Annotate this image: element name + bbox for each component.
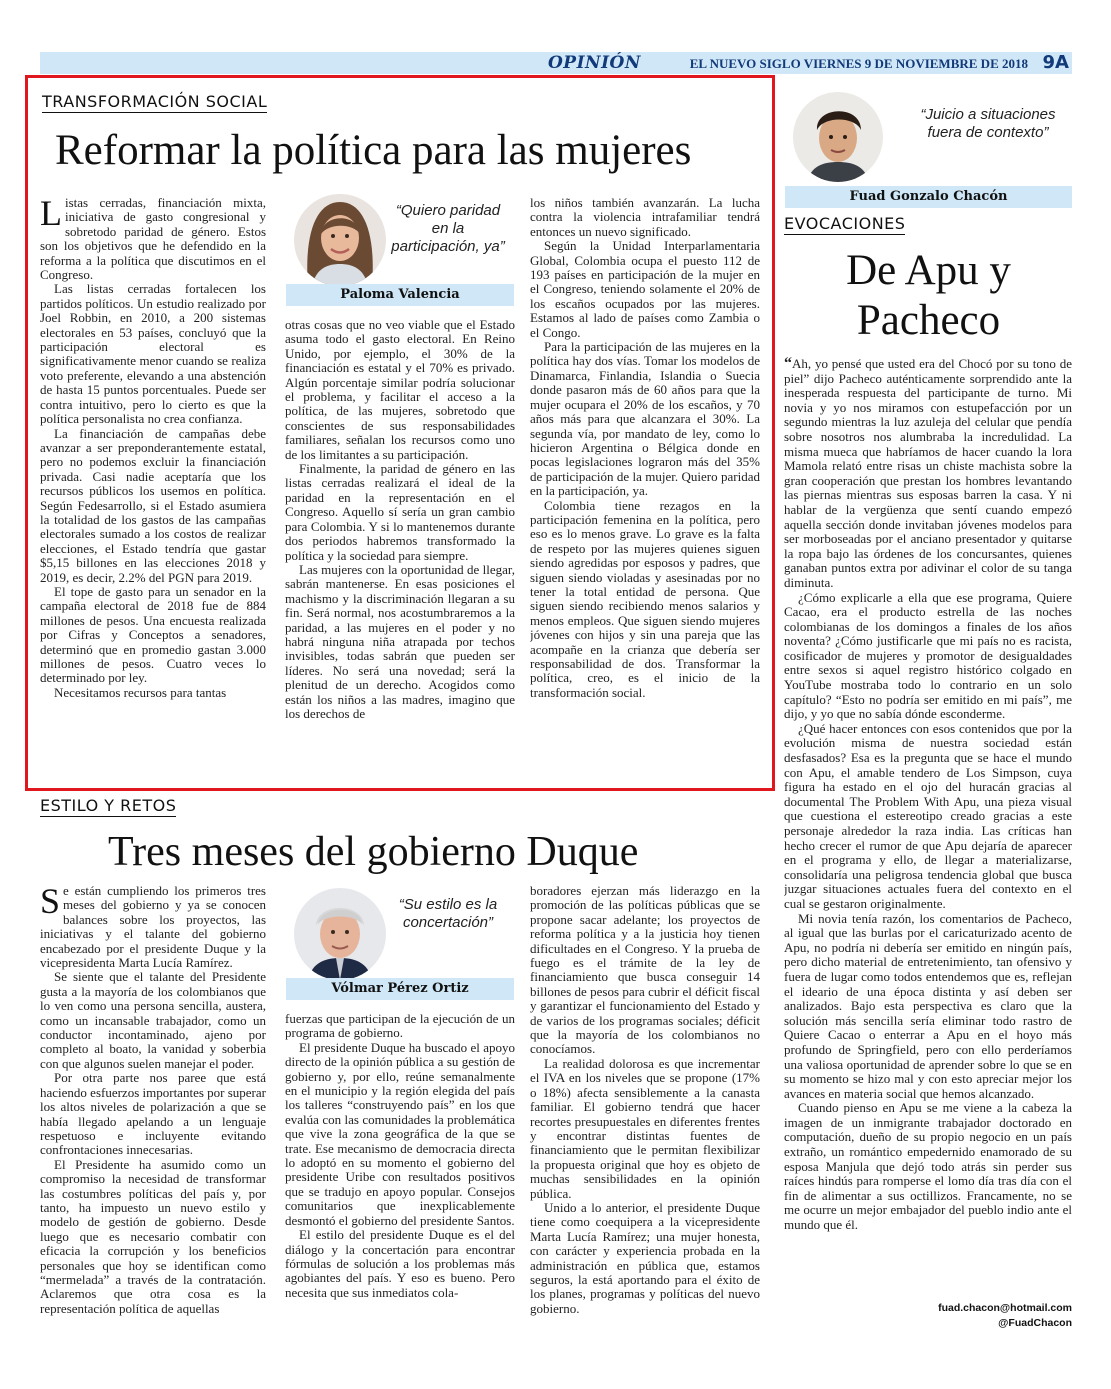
article1-column-1	[40, 196, 266, 778]
article1-column-3	[530, 196, 760, 778]
article1-col1-para: Listas cerradas, financiación mixta, iniciativa de gasto congresional y sobretodo paridad de género. Estos son los objetivos que he defendido en la reforma a la política que discutimos en el Congreso.	[40, 196, 266, 283]
article2-col1-para: Se siente que el talante del Presidente gusta a la mayoría de los colombianos que lo ven como una persona sencilla, austera, como un incansable trabajador, como un conductor incontaminado, ajeno por completo al boato, la vanidad y soberbia con que algunos suelen manejar el poder.	[40, 969, 266, 1071]
article2-col1-para: Por otra parte nos paree que está haciendo esfuerzos importantes por superar los altos niveles de polarización a que se había llegado apelando a un lenguaje respetuoso e incluyente evitando confrontaciones innecesarias.	[40, 1070, 266, 1158]
pull-quote-paloma: “Quiero paridad en la participación, ya”	[391, 202, 505, 255]
sidebar-column	[784, 357, 1072, 1307]
article1-col1-para: El tope de gasto para un senador en la campaña electoral de 2018 fue de 884 millones de pesos. Una encuesta realizada por Cifras y Conceptos a senadores, determinó que en promedio gastan 3.000 millones de pesos. Cuatro veces lo determinado por ley.	[40, 583, 266, 686]
author-twitter[interactable]: @FuadChacon	[998, 1317, 1072, 1329]
pull-quote-fuad: “Juicio a situaciones fuera de contexto”	[920, 106, 1056, 141]
sidebar-para: Mi novia tenía razón, los comentarios de Pacheco, al igual que las burlas por el caricaturizado acento de Apu, no podría ni debería ser emitido en ningún país, pero dicho material de entretenimiento, tan ofensivo y fuera de lugar como todos entendemos que es, reflejan el ideario de una época distinta y así deben ser analizados. Bajo esta perspectiva es claro que la solución más sencilla sería eliminar todo rastro de Quiere Cacao o enterrar a Apu en el hoyo más profundo de Springfield, pero con ello perderíamos una valiosa oportunidad de aprender sobre lo que se en su momento se hizo mal y con esto apreciar mejor los avances en materia social que hemos alcanzado.	[784, 910, 1072, 1101]
article1-col3-para: Para la participación de las mujeres en la política hay dos vías. Tomar los modelos de Dinamarca, Finlandia, Islandia o Suecia donde pasaron más de 60 años para que la mujer ocupara el 20% de los escaños, y 70 años más para que alcanzara el 30%. La segunda vía, por mandato de ley, como lo hicieron Argentina o Bélgica donde en pocas legislaciones lograron más del 35% de participación de la mujer. Quiero paridad en la participación, ya.	[530, 339, 760, 499]
article1-col2-para: Las mujeres con la oportunidad de llegar, sabrán mantenerse. En esas posiciones el machismo y la discriminación llegaran a su fin. Será normal, nos acostumbraremos a la paridad, a las mujeres en el poder y no habrá ninguna niña atrapada por techos invisibles, todas sabrán que pueden ser líderes. No será una novedad; será la plenitud de un derecho. Acogidos como están los niños a las madres, imagino que los derechos de	[285, 561, 515, 721]
sidebar-kicker: EVOCACIONES	[784, 214, 906, 233]
page-number: 9A	[1042, 52, 1069, 73]
article1-col3-para: Colombia tiene rezagos en la participación femenina en la política, pero eso es lo menos grave. Lo grave es la falta de respeto por las mujeres quienes siguen siendo agredidas por esposos y padres, que siguen siendo violadas y asesinadas por no tener la total entidad de persona. Que siguen siendo recibiendo menos salarios y menos empleos. Que siguen siendo mujeres jóvenes con hijos y sin una pareja que las acompañe en la crianza que debería ser responsabilidad de dos. Transformar la política, creo, es el inicio de la transformación social.	[530, 497, 760, 700]
pull-quote-volmar: “Su estilo es la concertación”	[398, 896, 498, 931]
article2-col2-para: El presidente Duque ha buscado el apoyo directo de la opinión pública a su gestión de gobierno y, por ello, reúne semanalmente en el municipio y la región elegida del país los talleres “construyendo país” en los que evalúa con las comunidades la problemática que vive la zona geográfica de la que se trate. Ese mecanismo de democracia directa lo adoptó en su momento el gobierno del presidente Uribe con resultados positivos que se tradujo en apoyo popular. Consejos comunitarios que inexplicablemente desmontó el gobierno del presidente Santos.	[285, 1039, 515, 1228]
section-name: OPINIÓN	[548, 53, 641, 73]
author-photo-paloma	[294, 194, 386, 286]
author-email[interactable]: fuad.chacon@hotmail.com	[938, 1302, 1072, 1314]
article1-headline: Reformar la política para las mujeres	[55, 127, 692, 174]
article1-col3-para: los niños también avanzarán. La lucha contra la violencia intrafamiliar tendrá entonces un nuevo significado.	[530, 196, 760, 239]
article2-column-1	[40, 884, 266, 1354]
article1-col1-para: Necesitamos recursos para tantas	[54, 684, 227, 700]
article2-col2-para: fuerzas que participan de la ejecución de un programa de gobierno.	[285, 1012, 515, 1041]
article1-col2-para: Finalmente, la paridad de género en las listas cerradas realizará el ideal de la paridad en la representación en el Congreso. Aquello sí sería un gran cambio para Colombia. Y si lo mantenemos durante dos periodos habremos transformado la política y la sociedad para siempre.	[285, 461, 515, 563]
sidebar-para: Cuando pienso en Apu se me viene a la cabeza la imagen de un inmigrante trabajador doctorado en computación, dueño de su propio negocio en un país extraño, un romántico empedernido enamorado de su esposa Manjula que dejó todo atrás sin perder sus raíces hindús para romperse el lomo día tras día con el fin de alimentar a sus octillizos. Francamente, no se me ocurre un mejor embajador del pueblo indio ante el mundo que él.	[784, 1100, 1072, 1233]
article2-dropcap: S	[40, 884, 61, 921]
sidebar-para: ¿Qué hacer entonces con esos contenidos que por la evolución misma de nuestra sociedad están desfasados? Esa es la pregunta que se hace el mundo con Apu, el amable tendero de Los Simpson, cuya figura ha estado en el ojo del huracán gracias al documental The Problem With Apu, una pieza visual que cuestiona el estereotipo creado gracias a este personaje alrededor la raza india. Las críticas han hecho crecer el rumor de que Apu dejaría de aparecer en el programa y ello, de llegar a materializarse, consolidaría una peligrosa tendencia global que busca juzgar situaciones actuales fuera del contexto en el cual se gestaron originalmente.	[784, 720, 1072, 911]
author-photo-fuad	[793, 92, 883, 182]
article1-col2-para: otras cosas que no veo viable que el Estado asuma todo el gasto electoral. En Reino Unido, por ejemplo, el 30% de la financiación es estatal y el 70% es privado. Algún porcentaje similar podría solucionar el problema, y facilitar el acceso a la política, de las mujeres, sobretodo que conscientes de sus responsabilidades familiares, señalan los recursos como uno de los limitantes a su participación.	[285, 318, 515, 462]
author-name-volmar: Vólmar Pérez Ortiz	[286, 978, 514, 1000]
article1-dropcap: L	[40, 196, 62, 233]
article2-col3-para: boradores ejerzan más liderazgo en la promoción de las políticas públicas que se propone sacar adelante; los proyectos de reforma política y a la justicia hoy tienen dificultades en el Congreso. Y la prueba de fuego es el trámite de la ley de financiamiento que busca conseguir 14 billones de pesos para cubrir el déficit fiscal y garantizar el funcionamiento del Estado y de varios de los programas sociales; déficit que la mayoría de los colombianos no conocíamos.	[530, 884, 760, 1057]
page-header	[40, 52, 1072, 74]
article2-col3-para: Unido a lo anterior, el presidente Duque tiene como coequipera a la vicepresidente Marta Lucía Ramírez; una mujer honesta, con carácter y experiencia probada en la administración en pública que, estamos seguros, la está aportando para el éxito de los planes, programas y políticas del nuevo gobierno.	[530, 1199, 760, 1316]
article2-column-2	[285, 1012, 515, 1354]
article2-col1-para: Se están cumpliendo los primeros tres meses del gobierno y ya se conocen balances sobre los proyectos, las iniciativas y el talante del gobierno encabezado por el presidente Duque y la vicepresidenta Marta Lucía Ramírez.	[40, 884, 266, 971]
sidebar-headline: De Apu y Pacheco	[846, 247, 1011, 344]
open-quote-mark: “	[784, 357, 792, 372]
newspaper-date: EL NUEVO SIGLO VIERNES 9 DE NOVIEMBRE DE 2018	[689, 56, 1028, 71]
author-photo-volmar	[294, 888, 386, 980]
sidebar-para: “Ah, yo pensé que usted era del Chocó por su tono de piel” dijo Pacheco auténticamente sorprendido ante la inesperada respuesta del participante de turno. Mi novia y yo nos miramos con estupefacción por un segundo mientras la luz azuleja del celular que pendía sobre nosotros nos alumbraba la incredulidad. La misma mueca que habríamos de hacer cuando la lora Mamola relató entre risas un chiste machista sobre la gran cooperación que prestan los hombres levantando las piernas mientras sus esposas barren la casa. Y ni hablar de la vergüenza que sentí cuando empezó aquella sección donde invitaban jóvenes modelos para ser morboseadas por el anciano presentador y quitarse la ropa bajo las órdenes de los concursantes, quienes ganaban puntos extra por adivinar el color de su tanga diminuta.	[784, 357, 1072, 590]
article1-kicker: TRANSFORMACIÓN SOCIAL	[42, 92, 268, 111]
author-box-fuad	[785, 92, 1072, 204]
author-name-fuad: Fuad Gonzalo Chacón	[785, 186, 1072, 208]
article1-col1-para: Las listas cerradas fortalecen los partidos políticos. Un estudio realizado por Joel Robbin, en 2010, a 200 sistemas electorales en 53 países, concluyó que la participación electoral es significativamente menor cuando se realiza voto preferente, elevando a una abstención de hasta 15 puntos porcentuales. Puede ser contra intuitivo, pero lo cierto es que la política personalista no crea confianza.	[40, 281, 266, 427]
article2-column-3	[530, 884, 760, 1354]
author-name-paloma: Paloma Valencia	[286, 284, 514, 306]
author-box-volmar	[286, 886, 514, 1000]
article2-headline: Tres meses del gobierno Duque	[108, 829, 639, 875]
article1-column-2	[285, 318, 515, 778]
article2-col1-para: El Presidente ha asumido como un compromiso la necesidad de transformar las costumbres políticas del país y, por tanto, ha impuesto un nuevo estilo y modelo de gestión de gobierno. Desde luego que es necesario combatir con eficacia la corrupción y los beneficios personales que hoy se identifican como “mermelada” a través de la contratación. Aclaremos que otra cosa es la representación política de aquellas	[40, 1156, 266, 1316]
article2-col3-para: La realidad dolorosa es que incrementar el IVA en los niveles que se propone (17% o 18%) afecta sensiblemente a la canasta familiar. El gobierno tendrá que hacer recortes presupuestales en diferentes frentes y encontrar distintas fuentes de financiamiento que le permitan flexibilizar la propuesta original que hoy es objeto de muchas sensibilidades en la opinión pública.	[530, 1055, 760, 1201]
article1-col3-para: Según la Unidad Interparlamentaria Global, Colombia ocupa el puesto 112 de 193 países en participación de la mujer en el Congreso, teniendo solamente el 20% de los escaños ocupados por las mujeres. Estamos al lado de países como Zambia o el Congo.	[530, 238, 760, 340]
sidebar-para: ¿Cómo explicarle a ella que ese programa, Quiere Cacao, era el producto estrella de las noches colombianas de los domingos a finales de los años noventa? ¿Cómo justificarle que mi país no es racista, cosificador de mujeres y promotor de desigualdades entre sexos si aquel registro histórico colgado en YouTube mostraba todo lo contrario en un solo capítulo? “Esto no podría ser emitido en mi país”, me dijo, y yo que no sabía dónde esconderme.	[784, 589, 1072, 722]
author-box-paloma	[286, 192, 514, 306]
article2-kicker: ESTILO Y RETOS	[40, 796, 177, 815]
article1-col1-para: La financiación de campañas debe avanzar a ser preponderantemente estatal, pero no podemos excluir la financiación privada. Casi nadie aceptaría que los recursos públicos los usemos en política. Según Fedesarrollo, si el Estado asumiera la totalidad de los gastos de las campañas electorales sumado a los costos de realizar elecciones, el Estado tendría que gastar $5,15 billones en las elecciones 2018 y 2019, es decir, 2.2% del PGN para 2019.	[40, 425, 266, 585]
article2-col2-para: El estilo del presidente Duque es el del diálogo y la concertación para encontrar fórmulas de solución a los problemas más agobiantes del país. Y eso es bueno. Pero necesita que sus inmediatos cola-	[285, 1227, 515, 1300]
